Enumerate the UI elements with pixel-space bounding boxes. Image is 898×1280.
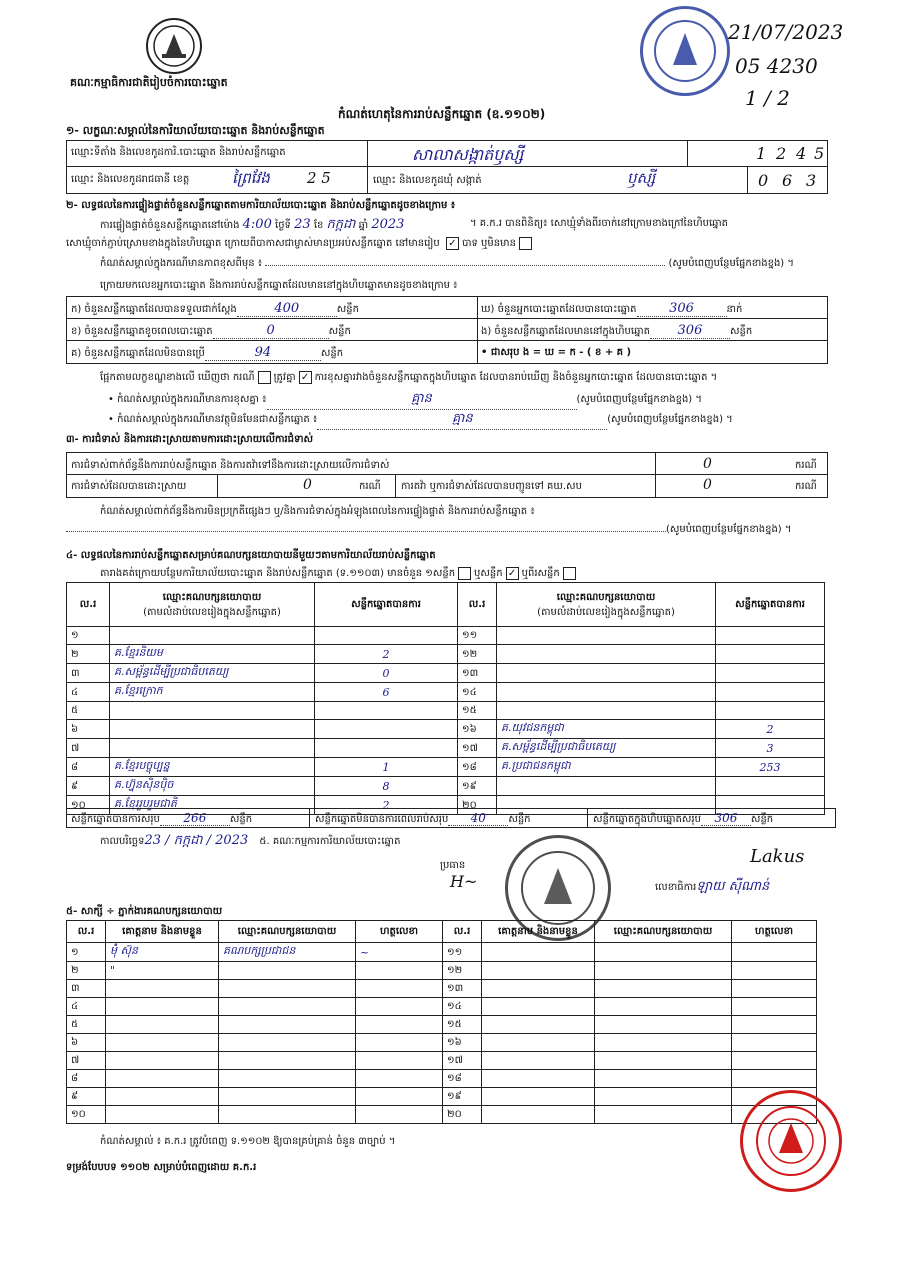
province-value: ព្រៃវែង bbox=[232, 169, 270, 187]
col-party-right: ឈ្មោះគណបក្សនយោបាយ (តាមលំដាប់លេខរៀងក្នុងសន្លឹកឆ្នោត) bbox=[497, 583, 716, 627]
table-cell: គណបក្សប្រជាជន bbox=[219, 943, 356, 962]
results-table bbox=[66, 582, 825, 815]
table-row bbox=[67, 962, 817, 980]
table-cell bbox=[315, 720, 458, 739]
chair-label: ប្រធាន bbox=[440, 860, 466, 871]
table-cell bbox=[716, 645, 825, 664]
col-no: ល.រ bbox=[67, 583, 110, 627]
table-cell bbox=[497, 702, 716, 720]
col-votes: សន្លឹកឆ្នោតបានការ bbox=[315, 583, 458, 627]
section3-table: ការជំទាស់ពាក់ព័ន្ធនឹងការរាប់សន្លឹកឆ្នោត និងការតវ៉ាទៅនឹងការដោះស្រាយលើការជំទាស់ 0 ករណី ការជំទាស់ដែលបានដោះស្រាយ 0 ករណី ការតវ៉ា ឬការជំទាស់ដែលបានបញ្ជូនទៅ គឃ.សប 0 ករណី bbox=[66, 452, 828, 498]
seal-yes-checkbox[interactable]: ✓ bbox=[446, 237, 459, 250]
table-row bbox=[67, 1034, 817, 1052]
table-cell: ១៦ bbox=[443, 1034, 482, 1052]
count-day: 23 bbox=[294, 217, 311, 232]
table-cell bbox=[219, 1034, 356, 1052]
table-cell: គ.សម្ព័ន្ធដើម្បីប្រជាធិបតេយ្យ bbox=[497, 739, 716, 758]
location-value: សាលាសង្កាត់ឫស្សី bbox=[412, 145, 524, 164]
table-cell bbox=[106, 980, 219, 998]
total-box: 306 bbox=[714, 811, 738, 825]
compare-diff-checkbox[interactable]: ✓ bbox=[299, 371, 312, 384]
table-row bbox=[67, 683, 825, 702]
col-no-right: ល.រ bbox=[458, 583, 497, 627]
table-cell: 0 bbox=[315, 664, 458, 683]
table-cell: ១៥ bbox=[443, 1016, 482, 1034]
table-cell bbox=[219, 1052, 356, 1070]
table-cell bbox=[356, 980, 443, 998]
count-formula: • ជាសរុប ង = ឃ = ក - ( ខ + គ ) bbox=[481, 347, 632, 358]
table-cell bbox=[219, 1070, 356, 1088]
table-cell bbox=[106, 1052, 219, 1070]
table-cell: ១៩ bbox=[458, 777, 497, 796]
table-cell: ៧ bbox=[67, 739, 110, 758]
bottom-line: ទម្រង់បែបបទ ១១០២ សម្រាប់បំពេញដោយ គ.ក.រ bbox=[66, 1162, 257, 1173]
footnote: កំណត់សម្គាល់ ៖ គ.ក.រ ត្រូវបំពេញ ទ.១១០២ ឱ្យបានគ្រប់គ្រាន់ ចំនួន ៣ច្បាប់ ។ bbox=[100, 1136, 396, 1147]
table-row bbox=[67, 1088, 817, 1106]
section2-note: កំណត់សម្គាល់ក្នុងករណីមានភាពខុសពីមុន ៖ (សូមបំពេញបន្ថែមផ្នែកខាងខ្នង) ។ bbox=[100, 258, 794, 269]
table-row bbox=[67, 1052, 817, 1070]
code-top: 1 2 4 5 bbox=[687, 141, 828, 166]
table-row bbox=[67, 739, 825, 758]
one-sheet-checkbox[interactable] bbox=[458, 567, 471, 580]
objection-label: ការជំទាស់ពាក់ព័ន្ធនឹងការរាប់សន្លឹកឆ្នោត និងការតវ៉ាទៅនឹងការដោះស្រាយលើការជំទាស់ bbox=[71, 460, 390, 471]
table-cell: ម៉ុំ ស៊ុន bbox=[106, 943, 219, 962]
table-cell: ១៨ bbox=[458, 758, 497, 777]
table-cell bbox=[356, 1052, 443, 1070]
table-cell: ២០ bbox=[458, 796, 497, 815]
table-cell bbox=[219, 962, 356, 980]
table-cell bbox=[716, 664, 825, 683]
table-cell bbox=[219, 998, 356, 1016]
table-cell: ៨ bbox=[67, 758, 110, 777]
table-cell: គ.ខ្មែរក្រោក bbox=[110, 683, 315, 702]
table-cell bbox=[716, 627, 825, 645]
table-cell bbox=[595, 1106, 732, 1124]
count-row-e: ង) ចំនួនសន្លឹកឆ្នោតដែលមាននៅក្នុងហិបឆ្នោត 306 សន្លឹក bbox=[481, 323, 753, 338]
table-cell: គ.ហ្វ៊ុនស៊ិនប៉ិច bbox=[110, 777, 315, 796]
table-cell: ៩ bbox=[67, 777, 110, 796]
seal-no-checkbox[interactable] bbox=[519, 237, 532, 250]
table-row bbox=[67, 1070, 817, 1088]
table-cell bbox=[482, 1016, 595, 1034]
more-sheet-checkbox[interactable] bbox=[563, 567, 576, 580]
table-cell bbox=[497, 664, 716, 683]
section3-note-line: (សូមបំពេញបន្ថែមផ្នែកខាងខ្នង) ។ bbox=[66, 522, 791, 537]
total-invalid: 40 bbox=[470, 811, 486, 825]
table-cell bbox=[497, 627, 716, 645]
province-code: 2 5 bbox=[307, 169, 331, 187]
table-cell: " bbox=[106, 962, 219, 980]
table-cell bbox=[110, 702, 315, 720]
section3-title: ៣- ការជំទាស់ និងការដោះស្រាយតាមការដោះស្រាយលើការជំទាស់ bbox=[66, 434, 314, 445]
table-cell bbox=[482, 962, 595, 980]
table-row bbox=[67, 758, 825, 777]
col-party: ឈ្មោះគណបក្សនយោបាយ (តាមលំដាប់លេខរៀងក្នុងសន្លឹកឆ្នោត) bbox=[110, 583, 315, 627]
table-cell bbox=[732, 1016, 817, 1034]
code-bottom: 0 6 3 bbox=[747, 167, 828, 193]
table-cell bbox=[595, 1070, 732, 1088]
table-cell bbox=[595, 943, 732, 962]
table-cell: ១០ bbox=[67, 1106, 106, 1124]
official-stamp-red bbox=[740, 1090, 842, 1192]
table-row bbox=[67, 943, 817, 962]
table-cell: ១៣ bbox=[458, 664, 497, 683]
secretary-line: លេខាធិការឡាយ ស៊ីណាន់ bbox=[655, 879, 770, 894]
table-cell bbox=[732, 1070, 817, 1088]
table-cell bbox=[497, 683, 716, 702]
handwritten-code: 05 4230 bbox=[735, 54, 818, 78]
section1-table bbox=[66, 140, 828, 194]
section2-intro: ក្រោយមកលេខអ្នកបោះឆ្នោត និងការរាប់សន្លឹកឆ្នោតដែលមាននៅក្នុងហិបឆ្នោតមានដូចខាងក្រោម ៖ bbox=[100, 280, 458, 291]
table-cell bbox=[356, 1106, 443, 1124]
table-row bbox=[67, 777, 825, 796]
table-cell bbox=[482, 1070, 595, 1088]
section4-sub: តារាងគត់ក្រោយបន្ថែមការិយាល័យបោះឆ្នោត និងរាប់សន្លឹកឆ្នោត (ទ.១១០៣) មានចំនួន ១សន្លឹក ឬសន្លឹក ✓ ឬពីរសន្លឹក bbox=[100, 566, 579, 581]
table-cell: ២ bbox=[67, 962, 106, 980]
table-cell bbox=[482, 1088, 595, 1106]
objection-value: 0 bbox=[703, 456, 712, 472]
total-valid: 266 bbox=[183, 811, 207, 825]
table-cell bbox=[106, 1070, 219, 1088]
resolved-value: 0 bbox=[303, 477, 312, 493]
table-cell bbox=[595, 1034, 732, 1052]
table-cell: គ.ខ្មែរបច្ចុប្បន្ន bbox=[110, 758, 315, 777]
table-cell bbox=[497, 777, 716, 796]
compare-line: ផ្អែកតាមលក្ខខណ្ឌខាងលើ ឃើញថា ករណី ត្រូវគ្នា ✓ ការខុសគ្នារវាងចំនួនសន្លឹកឆ្នោតក្នុងហិបឆ្នោត ដែលបានរាប់ឃើញ និងចំនួនអ្នកបោះឆ្នោត ដែលបានបោះឆ្នោត ។ bbox=[100, 371, 718, 383]
table-cell: ១២ bbox=[458, 645, 497, 664]
table-cell bbox=[732, 943, 817, 962]
section3-note: កំណត់សម្គាល់ពាក់ព័ន្ធនឹងការមិនប្រក្រតីផ្សេងៗ ឬ/និងការជំទាស់ក្នុងអំឡុងពេលនៃការផ្ទៀងផ្ទាត់ និងការរាប់សន្លឹកឆ្នោត ៖ bbox=[100, 506, 535, 517]
table-row bbox=[67, 627, 825, 645]
table-cell: ១៤ bbox=[443, 998, 482, 1016]
table-cell bbox=[219, 1088, 356, 1106]
table-cell: ១៤ bbox=[458, 683, 497, 702]
nec-emblem-icon bbox=[146, 18, 202, 74]
table-cell: 1 bbox=[315, 758, 458, 777]
table-cell: ៤ bbox=[67, 998, 106, 1016]
table-cell: គ.ប្រជាជនកម្ពុជា bbox=[497, 758, 716, 777]
table-cell: ៦ bbox=[67, 1034, 106, 1052]
table-cell bbox=[219, 980, 356, 998]
table-cell: ១១ bbox=[458, 627, 497, 645]
table-row bbox=[67, 1106, 817, 1124]
table-row bbox=[67, 998, 817, 1016]
handwritten-page: 1 / 2 bbox=[745, 86, 790, 110]
count-row-b: ខ) ចំនួនសន្លឹកឆ្នោតខូចពេលបោះឆ្នោត 0 សន្លឹក bbox=[71, 323, 351, 338]
table-cell: ២ bbox=[67, 645, 110, 664]
section1-title: ១- លក្ខណៈសម្គាល់នៃការិយាល័យបោះឆ្នោត និងរាប់សន្លឹកឆ្នោត bbox=[66, 124, 325, 137]
table-cell bbox=[732, 1034, 817, 1052]
table-cell bbox=[106, 1016, 219, 1034]
table-cell: ៩ bbox=[67, 1088, 106, 1106]
table-cell bbox=[482, 998, 595, 1016]
section2-line1: ការផ្ទៀងផ្ទាត់ចំនួនសន្លឹកឆ្នោតនៅម៉ោង 4:00 ថ្ងៃទី 23 ខែ កក្កដា ឆ្នាំ 2023 bbox=[100, 217, 405, 232]
bullet1: • កំណត់សម្គាល់ក្នុងករណីមានការខុសគ្នា ៖ គ្មាន (សូមបំពេញបន្ថែមផ្នែកខាងខ្នង) ។ bbox=[108, 390, 702, 410]
table-cell: 2 bbox=[315, 645, 458, 664]
table-cell: ៦ bbox=[67, 720, 110, 739]
org-name: គណៈកម្មាធិការជាតិរៀបចំការបោះឆ្នោត bbox=[70, 76, 228, 89]
table-cell: ១០ bbox=[67, 796, 110, 815]
table-cell: គ.ខ្មែរនិយម bbox=[110, 645, 315, 664]
table-cell: 8 bbox=[315, 777, 458, 796]
totals-row: សន្លឹកឆ្នោតបានការសរុប 266 សន្លឹក សន្លឹកឆ្នោតមិនបានការពេលរាប់សរុប 40 សន្លឹក សន្លឹកឆ្នោតក្នុងហិបឆ្នោតសរុប 306 សន្លឹក bbox=[66, 808, 836, 828]
count-year: 2023 bbox=[371, 217, 405, 232]
table-cell bbox=[356, 1016, 443, 1034]
table-cell bbox=[482, 980, 595, 998]
table-cell: ១៣ bbox=[443, 980, 482, 998]
bullet2: • កំណត់សម្គាល់ក្នុងករណីមានវត្ថុមិនមែនជាសន្លឹកឆ្នោត ៖ គ្មាន (សូមបំពេញបន្ថែមផ្នែកខាងខ្នង) ។ bbox=[108, 410, 733, 430]
table-cell: ១៩ bbox=[443, 1088, 482, 1106]
table-cell bbox=[482, 1052, 595, 1070]
table-cell: ១ bbox=[67, 627, 110, 645]
table-cell: ~ bbox=[356, 943, 443, 962]
table-cell bbox=[106, 998, 219, 1016]
table-cell bbox=[497, 645, 716, 664]
table-cell bbox=[219, 1106, 356, 1124]
resolved-label: ការជំទាស់ដែលបានដោះស្រាយ bbox=[71, 481, 187, 492]
table-row bbox=[67, 1016, 817, 1034]
table-cell bbox=[732, 998, 817, 1016]
table-cell: ១១ bbox=[443, 943, 482, 962]
table-cell bbox=[110, 739, 315, 758]
table-cell: ១ bbox=[67, 943, 106, 962]
table-cell: ១៧ bbox=[458, 739, 497, 758]
table-cell: គ.សម្ព័ន្ធដើម្បីប្រជាធិបតេយ្យ bbox=[110, 664, 315, 683]
table-cell: ៥ bbox=[67, 1016, 106, 1034]
table-cell: 6 bbox=[315, 683, 458, 702]
table-cell bbox=[732, 1052, 817, 1070]
table-cell: ៥ bbox=[67, 702, 110, 720]
table-cell bbox=[219, 1016, 356, 1034]
col-votes-right: សន្លឹកឆ្នោតបានការ bbox=[716, 583, 825, 627]
table-cell: ៧ bbox=[67, 1052, 106, 1070]
handwritten-date: 21/07/2023 bbox=[728, 20, 844, 44]
table-cell bbox=[315, 627, 458, 645]
section2-line2: សោឃ្មុំចាក់ភ្ជាប់ស្រោមខាងក្នុងនៃហិបឆ្នោត ក្រោយពីបាកាសជាម្ចាស់មានប្រអប់សន្លឹកឆ្នោត នៅមានរៀប ✓ បាទ ឬមិនមាន bbox=[66, 236, 535, 251]
two-sheet-checkbox[interactable]: ✓ bbox=[506, 567, 519, 580]
secretary-signature: Lakus bbox=[750, 846, 805, 867]
province-label: ឈ្មោះ និងលេខកូដរាជធានី ខេត្ត bbox=[71, 174, 190, 185]
table-cell: ១៧ bbox=[443, 1052, 482, 1070]
table-cell: ១២ bbox=[443, 962, 482, 980]
table-cell bbox=[595, 962, 732, 980]
table-cell bbox=[110, 627, 315, 645]
table-cell: ៣ bbox=[67, 664, 110, 683]
table-cell bbox=[106, 1088, 219, 1106]
compare-match-checkbox[interactable] bbox=[258, 371, 271, 384]
table-cell bbox=[716, 683, 825, 702]
sign-date: 23 / កក្កដា / 2023 bbox=[144, 833, 249, 848]
table-cell: ៨ bbox=[67, 1070, 106, 1088]
table-cell bbox=[595, 1052, 732, 1070]
table-cell: គ.យុវជនកម្ពុជា bbox=[497, 720, 716, 739]
count-time: 4:00 bbox=[242, 217, 272, 232]
table-cell bbox=[482, 943, 595, 962]
table-cell: ១៨ bbox=[443, 1070, 482, 1088]
table-cell bbox=[482, 1106, 595, 1124]
table-row bbox=[67, 980, 817, 998]
table-cell bbox=[110, 720, 315, 739]
commune-value: ឫស្សី bbox=[627, 169, 656, 187]
location-label: ឈ្មោះទីតាំង និងលេខកូដការិ.បោះឆ្នោត និងរាប់សន្លឹកឆ្នោត bbox=[71, 147, 286, 158]
table-cell bbox=[732, 962, 817, 980]
table-cell bbox=[716, 702, 825, 720]
count-row-a: ក) ចំនួនសន្លឹកឆ្នោតដែលបានទទួលជាក់ស្តែង 400 សន្លឹក bbox=[71, 301, 359, 316]
witness-table: ល.រ គោត្តនាម និងនាមខ្លួន ឈ្មោះគណបក្សនយោបាយ ហត្ថលេខា ល.រ គោត្តនាម និងនាមខ្លួន ឈ្មោះគណបក្សនយោបាយ ហត្ថលេខា ១ ម៉ុំ ស៊ុន គណបក្សប្រជាជន ~ ១១ ២ " ១២ ៣ ១៣ ៤ ១៤ ៥ ១៥ ៦ ១៦ ៧ ១៧ ៨ ១៨ ៩ ១៩ ១០ ២០ bbox=[66, 920, 817, 1124]
table-cell: 2 bbox=[716, 720, 825, 739]
section2-line1-tail: ។ គ.ក.រ បានពិនិត្យ៖ សោឃ្មុំទាំងពីរចាក់នៅក្រោមខាងក្រៅនៃហិបឆ្នោត bbox=[470, 218, 728, 229]
table-row bbox=[67, 645, 825, 664]
table-cell bbox=[356, 1034, 443, 1052]
section2-title: ២- លទ្ធផលនៃការផ្ទៀងផ្ទាត់ចំនួនសន្លឹកឆ្នោតតាមការិយាល័យបោះឆ្នោត និងរាប់សន្លឹកឆ្នោតដូចខាងក្រោម ៖ bbox=[66, 200, 456, 211]
date-line: កាលបរិច្ឆេទ23 / កក្កដា / 2023 ៥. គណៈកម្មការការិយាល័យបោះឆ្នោត bbox=[100, 833, 401, 848]
table-cell: ៣ bbox=[67, 980, 106, 998]
table-row bbox=[67, 664, 825, 683]
table-cell bbox=[732, 980, 817, 998]
table-cell: ២០ bbox=[443, 1106, 482, 1124]
official-stamp-blue bbox=[640, 6, 730, 96]
table-cell: 2 bbox=[315, 796, 458, 815]
table-cell bbox=[315, 739, 458, 758]
section5-title: ៥- សាក្សី ÷ ភ្នាក់ងារគណបក្សនយោបាយ bbox=[66, 906, 223, 917]
chair-signature: H~ bbox=[450, 872, 478, 891]
section4-title: ៤- លទ្ធផលនៃការរាប់សន្លឹកឆ្នោតសម្រាប់គណបក្សនយោបាយនីមួយៗតាមការិយាល័យរាប់សន្លឹកឆ្នោត bbox=[66, 550, 436, 561]
table-cell bbox=[482, 1034, 595, 1052]
table-cell bbox=[356, 962, 443, 980]
table-row bbox=[67, 702, 825, 720]
table-cell: ១៦ bbox=[458, 720, 497, 739]
table-cell: គ.ខ្មែររួបរួមជាតិ bbox=[110, 796, 315, 815]
commune-label: ឈ្មោះ និងលេខកូដឃុំ សង្កាត់ bbox=[373, 175, 482, 186]
forwarded-value: 0 bbox=[703, 477, 712, 493]
table-cell bbox=[716, 777, 825, 796]
table-row bbox=[67, 720, 825, 739]
table-cell: 3 bbox=[716, 739, 825, 758]
count-row-d: ឃ) ចំនួនអ្នកបោះឆ្នោតដែលបានបោះឆ្នោត 306 នាក់ bbox=[481, 301, 743, 316]
table-cell: 253 bbox=[716, 758, 825, 777]
table-cell bbox=[595, 1016, 732, 1034]
table-cell bbox=[356, 998, 443, 1016]
forwarded-label: ការតវ៉ា ឬការជំទាស់ដែលបានបញ្ជូនទៅ គឃ.សប bbox=[401, 481, 582, 492]
table-cell bbox=[315, 702, 458, 720]
table-cell bbox=[106, 1034, 219, 1052]
table-cell bbox=[356, 1088, 443, 1106]
table-cell: ៤ bbox=[67, 683, 110, 702]
table-cell bbox=[356, 1070, 443, 1088]
table-cell bbox=[595, 1088, 732, 1106]
table-cell bbox=[595, 980, 732, 998]
section2-count-table bbox=[66, 296, 828, 364]
table-cell: ១៥ bbox=[458, 702, 497, 720]
table-cell bbox=[595, 998, 732, 1016]
count-month: កក្កដា bbox=[326, 217, 356, 232]
table-cell bbox=[106, 1106, 219, 1124]
count-row-c: គ) ចំនួនសន្លឹកឆ្នោតដែលមិនបានប្រើ 94 សន្លឹក bbox=[71, 345, 344, 360]
form-title: កំណត់ហេតុនៃការរាប់សន្លឹកឆ្នោត (ឧ.១១០២) bbox=[338, 107, 546, 121]
